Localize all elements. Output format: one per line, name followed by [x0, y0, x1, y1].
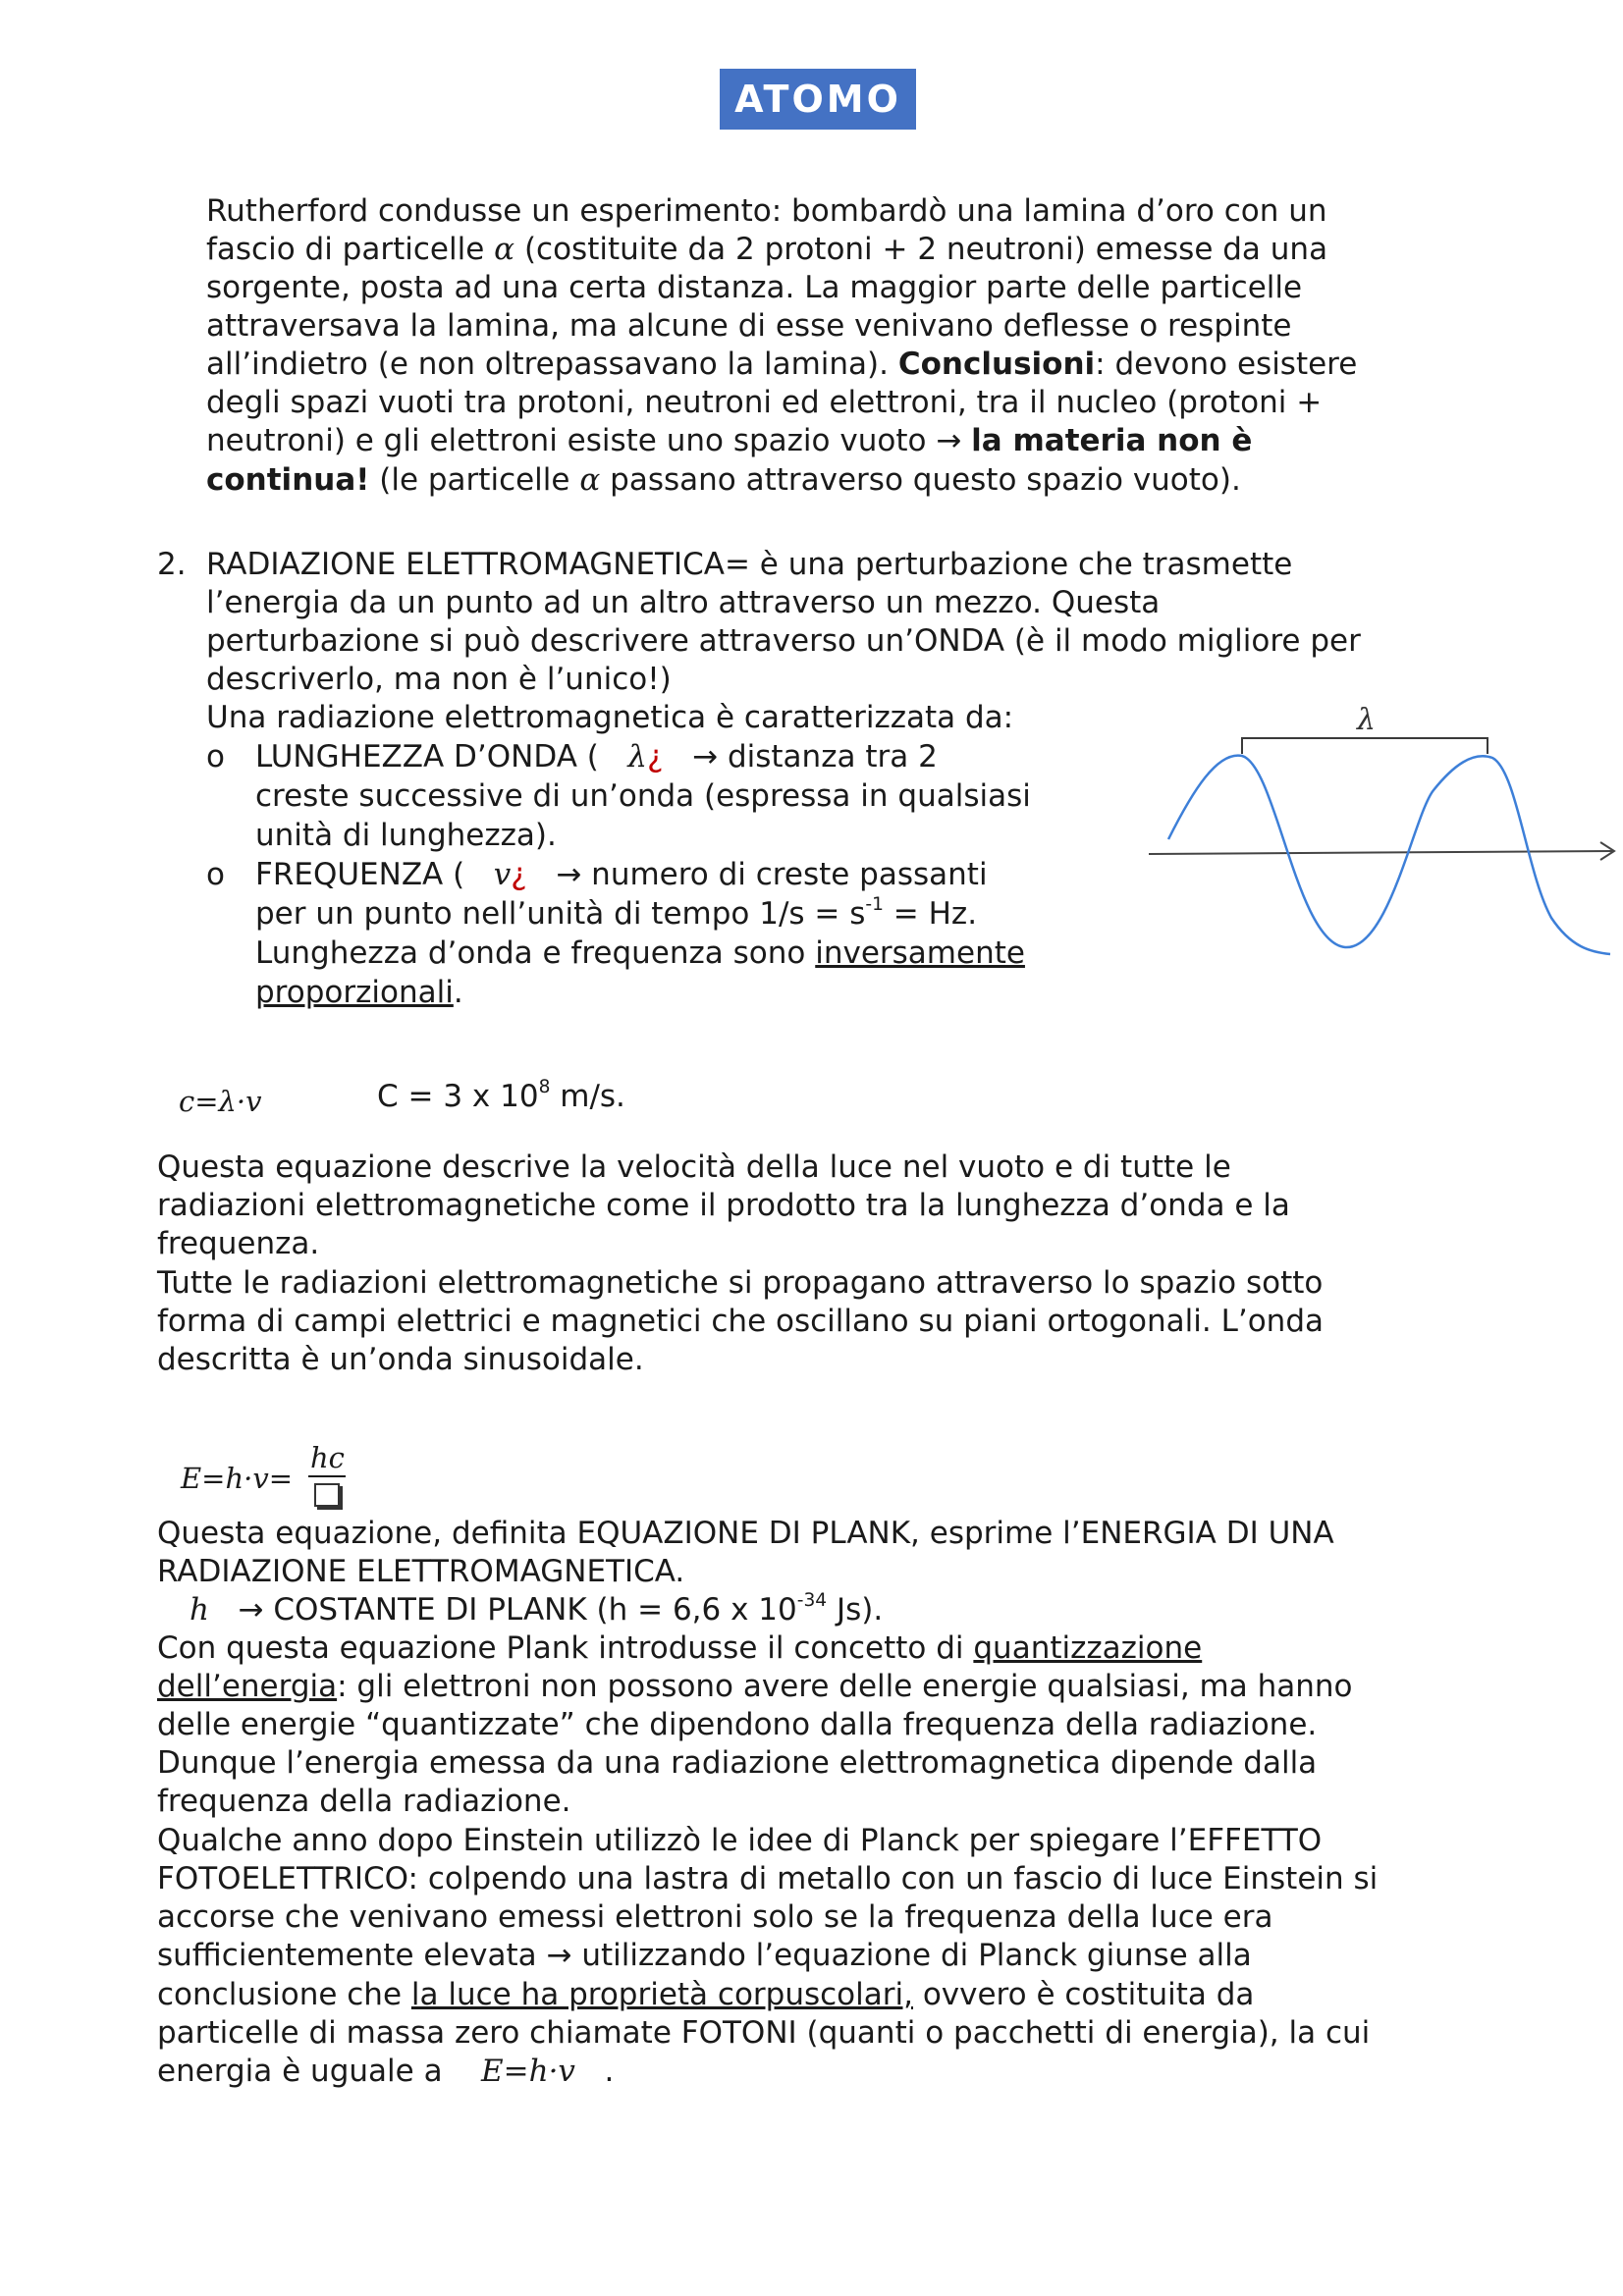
placeholder-box-icon: [314, 1483, 340, 1507]
fraction-bar: [308, 1475, 346, 1477]
bullet-icon: o: [206, 739, 225, 774]
arrow-icon: →: [936, 423, 962, 458]
fraction-numerator: hc: [310, 1441, 345, 1474]
text-line: descriverlo, ma non è l’unico!): [206, 662, 672, 697]
text-line: per un punto nell’unità di tempo $1/s = s^{-1} = Hz$.: [255, 894, 978, 932]
text-line: delle energie “quantizzate” che dipendono dalla frequenza della radiazione.: [157, 1707, 1318, 1742]
text-line: particelle di massa zero chiamate FOTONI (quanti o pacchetti di energia), la cui: [157, 2015, 1371, 2051]
text-line: FREQUENZA ( v¿ → numero di creste passanti: [255, 857, 988, 892]
text-line: neutroni) e gli elettroni esiste uno spazio vuoto → la materia non è: [206, 423, 1253, 458]
text-line: fascio di particelle α (costituite da 2 protoni + 2 neutroni) emesse da una: [206, 232, 1328, 267]
text-line: conclusione che la luce ha proprietà corpuscolari, ovvero è costituita da: [157, 1977, 1255, 2012]
text-line: forma di campi elettrici e magnetici che oscillano su piani ortogonali. L’onda: [157, 1304, 1324, 1339]
text-line: unità di lunghezza).: [255, 818, 557, 853]
text-line: h → COSTANTE DI PLANK (h = 6,6 x $10^{-34}$ Js).: [189, 1590, 884, 1628]
text-line: sorgente, posta ad una certa distanza. La maggior parte delle particelle: [206, 270, 1303, 305]
list-number: 2.: [157, 547, 187, 582]
text-line: all’indietro (e non oltrepassavano la lamina). Conclusioni: devono esistere: [206, 347, 1358, 382]
text-line: Questa equazione, definita EQUAZIONE DI PLANK, esprime l’ENERGIA DI UNA: [157, 1516, 1334, 1551]
text-line: perturbazione si può descrivere attraverso un’ONDA (è il modo migliore per: [206, 623, 1361, 659]
text-line: LUNGHEZZA D’ONDA ( λ¿ → distanza tra 2: [255, 739, 938, 774]
text-line: Questa equazione descrive la velocità della luce nel vuoto e di tutte le: [157, 1149, 1231, 1185]
text-line: Dunque l’energia emessa da una radiazione elettromagnetica dipende dalla: [157, 1745, 1318, 1781]
text-line: dell’energia: gli elettroni non possono avere delle energie qualsiasi, ma hanno: [157, 1669, 1353, 1704]
formula-planck: E=h·v=: [181, 1462, 294, 1495]
arrow-icon: →: [546, 1938, 572, 1973]
text-line: descritta è un’onda sinusoidale.: [157, 1342, 644, 1377]
wavelength-label: λ: [1357, 703, 1377, 737]
text-line: energia è uguale a E=h·v .: [157, 2054, 615, 2089]
text-line: continua! (le particelle α passano attraverso questo spazio vuoto).: [206, 462, 1241, 498]
text-line: sufficientemente elevata → utilizzando l’equazione di Planck giunse alla: [157, 1938, 1252, 1973]
arrow-icon: →: [556, 857, 582, 892]
text-line: RADIAZIONE ELETTROMAGNETICA= è una perturbazione che trasmette: [206, 547, 1293, 582]
text-line: frequenza della radiazione.: [157, 1784, 571, 1819]
text-line: Lunghezza d’onda e frequenza sono inversamente: [255, 935, 1025, 971]
axis-line: [1149, 851, 1612, 854]
text-line: accorse che venivano emessi elettroni solo se la frequenza della luce era: [157, 1899, 1273, 1935]
text-line: proporzionali.: [255, 975, 463, 1010]
text-line: frequenza.: [157, 1226, 320, 1261]
page-title: ATOMO: [720, 69, 916, 130]
text-line: C = 3 x $10^8$ m/s.: [377, 1077, 625, 1114]
text-line: Con questa equazione Plank introdusse il concetto di quantizzazione: [157, 1630, 1203, 1666]
text-line: FOTOELETTRICO: colpendo una lastra di metallo con un fascio di luce Einstein si: [157, 1861, 1379, 1896]
text-line: attraversava la lamina, ma alcune di esse venivano deflesse o respinte: [206, 308, 1292, 344]
text-line: creste successive di un’onda (espressa in qualsiasi: [255, 778, 1031, 814]
text-line: radiazioni elettromagnetiche come il prodotto tra la lunghezza d’onda e la: [157, 1188, 1290, 1223]
sine-wave: [1168, 756, 1610, 954]
text-line: Tutte le radiazioni elettromagnetiche si propagano attraverso lo spazio sotto: [157, 1265, 1324, 1301]
text-line: Qualche anno dopo Einstein utilizzò le idee di Planck per spiegare l’EFFETTO: [157, 1823, 1323, 1858]
arrow-icon: →: [692, 739, 719, 774]
text-line: Una radiazione elettromagnetica è caratterizzata da:: [206, 700, 1014, 735]
text-line: degli spazi vuoti tra protoni, neutroni ed elettroni, tra il nucleo (protoni +: [206, 385, 1323, 420]
text-line: Rutherford condusse un esperimento: bombardò una lamina d’oro con un: [206, 193, 1327, 229]
wavelength-bracket: [1242, 738, 1488, 754]
bullet-icon: o: [206, 857, 225, 892]
text-line: RADIAZIONE ELETTROMAGNETICA.: [157, 1554, 685, 1589]
text-line: l’energia da un punto ad un altro attraverso un mezzo. Questa: [206, 585, 1161, 620]
arrow-icon: →: [238, 1592, 264, 1628]
wave-diagram: [1139, 697, 1620, 972]
formula-c: c=λ·v: [179, 1085, 262, 1118]
